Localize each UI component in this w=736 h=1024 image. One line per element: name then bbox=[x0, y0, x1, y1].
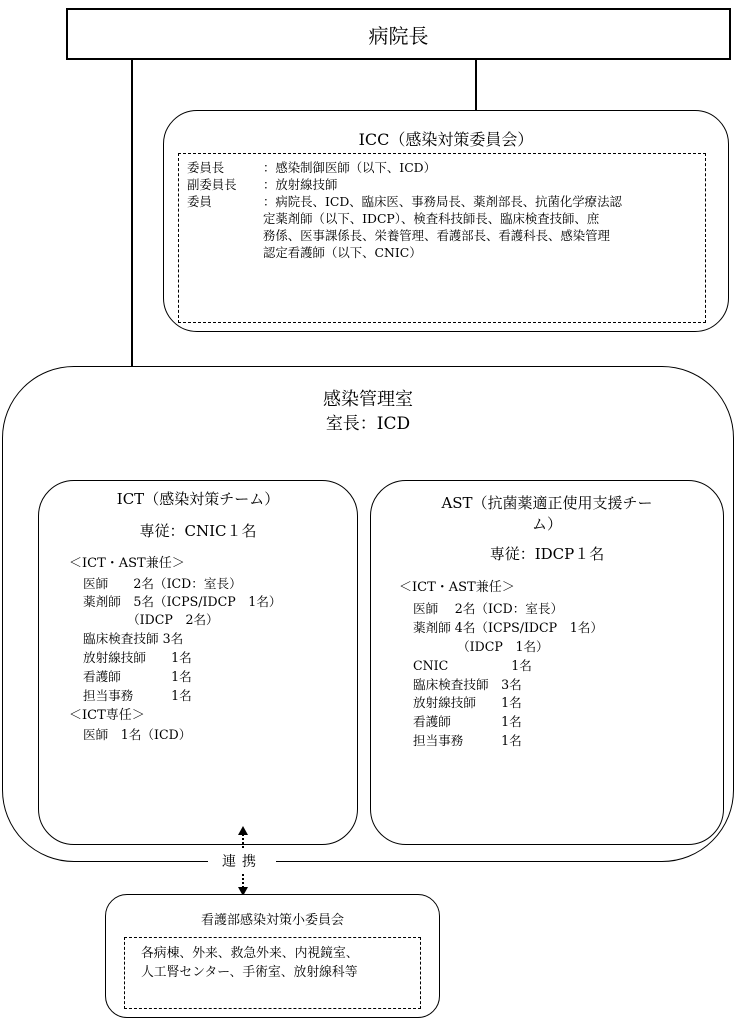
icc-vice-chair-value: ：放射線技師 bbox=[263, 177, 338, 192]
ast-title-line1: AST（抗菌薬適正使用支援チー bbox=[441, 494, 653, 512]
icc-chair-value: ：感染制御医師（以下、ICD） bbox=[263, 160, 436, 175]
icc-vice-chair-label: 副委員長 bbox=[187, 177, 237, 192]
icc-members-cont-1: 定薬剤師（以下、IDCP）、検査科技師長、臨床検査技師、庶 bbox=[263, 211, 600, 226]
icc-members-label: 委員 bbox=[187, 194, 212, 209]
ast-title-line2: ム） bbox=[531, 515, 562, 533]
nursing-committee-box bbox=[105, 894, 440, 1018]
director-box bbox=[66, 8, 731, 60]
ast-concurrent-row: CNIC 1名 bbox=[413, 658, 532, 673]
ast-concurrent-row: 医師 2名（ICD：室長） bbox=[413, 601, 564, 616]
icc-members-row bbox=[187, 193, 699, 210]
ict-concurrent-row: 薬剤師 5名（ICPS/IDCP 1名） bbox=[83, 594, 282, 609]
ast-concurrent-row: 放射線技師 1名 bbox=[413, 695, 522, 710]
ast-dedicated: 専従：IDCP１名 bbox=[489, 545, 605, 563]
ast-concurrent-row: 看護師 1名 bbox=[413, 714, 522, 729]
ast-concurrent-row: （IDCP 1名） bbox=[413, 639, 549, 654]
ict-concurrent-row: （IDCP 2名） bbox=[83, 612, 219, 627]
infection-room-head: 室長：ICD bbox=[325, 414, 411, 434]
nursing-committee-line: 人工腎センター、手術室、放射線科等 bbox=[141, 965, 358, 980]
link-label: 連携 bbox=[222, 854, 262, 870]
ast-concurrent-row: 臨床検査技師 3名 bbox=[413, 677, 522, 692]
icc-members-cont-3: 認定看護師（以下、CNIC） bbox=[263, 245, 422, 260]
icc-title: ICC（感染対策委員会） bbox=[358, 130, 534, 149]
director-label: 病院長 bbox=[368, 23, 429, 48]
icc-members-frame bbox=[178, 153, 706, 323]
nursing-committee-frame bbox=[124, 937, 421, 1009]
ict-exclusive-header: ＜ICT専任＞ bbox=[69, 708, 145, 723]
icc-box bbox=[163, 110, 729, 332]
ast-concurrent-row: 薬剤師 4名（ICPS/IDCP 1名） bbox=[413, 620, 603, 635]
infection-room-title: 感染管理室 bbox=[323, 389, 413, 410]
icc-vice-chair-row bbox=[187, 176, 699, 193]
ict-concurrent-header: ＜ICT・AST兼任＞ bbox=[69, 556, 185, 571]
nursing-committee-title: 看護部感染対策小委員会 bbox=[200, 913, 344, 928]
ict-concurrent-row: 担当事務 1名 bbox=[83, 688, 192, 703]
icc-members-cont-2: 務係、医事課係長、栄養管理、看護部長、看護科長、感染管理 bbox=[263, 228, 610, 243]
ict-title: ICT（感染対策チーム） bbox=[116, 490, 280, 508]
icc-members-value: ：病院長、ICD、臨床医、事務局長、薬剤部長、抗菌化学療法認 bbox=[263, 194, 622, 209]
ict-concurrent-row: 医師 2名（ICD：室長） bbox=[83, 576, 242, 591]
nursing-committee-line: 各病棟、外来、救急外来、内視鏡室、 bbox=[141, 946, 359, 961]
icc-chair-row bbox=[187, 159, 699, 176]
ict-concurrent-row: 臨床検査技師 3名 bbox=[83, 631, 184, 646]
ict-dedicated: 専従：CNIC１名 bbox=[139, 522, 257, 540]
ast-box bbox=[370, 480, 724, 845]
ict-concurrent-row: 放射線技師 1名 bbox=[83, 650, 192, 665]
ict-box bbox=[38, 480, 358, 845]
ast-concurrent-header: ＜ICT・AST兼任＞ bbox=[399, 580, 515, 595]
ict-concurrent-row: 看護師 1名 bbox=[83, 669, 192, 684]
director-to-room-line bbox=[131, 60, 133, 367]
ict-exclusive-row: 医師 1名（ICD） bbox=[83, 727, 192, 742]
ast-concurrent-row: 担当事務 1名 bbox=[413, 733, 522, 748]
director-to-icc-line bbox=[475, 60, 477, 111]
icc-chair-label: 委員長 bbox=[187, 160, 225, 175]
